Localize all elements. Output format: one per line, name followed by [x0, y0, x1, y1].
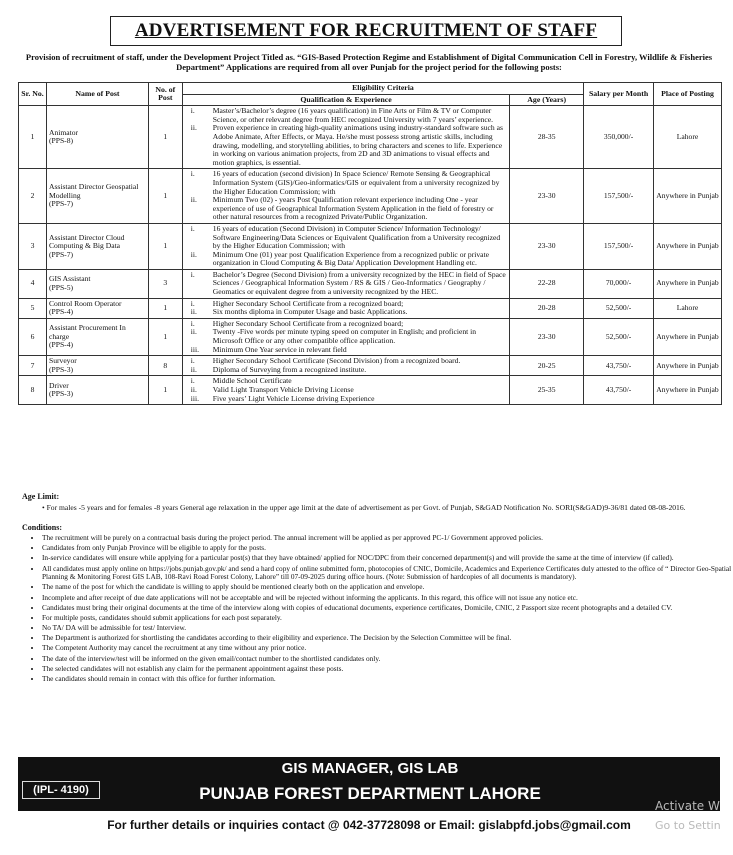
page-title: ADVERTISEMENT FOR RECRUITMENT OF STAFF — [110, 16, 622, 46]
table-row — [19, 269, 722, 298]
row-salary: 157,500/- — [584, 223, 654, 269]
row-age: 25-35 — [510, 376, 584, 405]
criteria-text: Minimum Two (02) - years Post Qualification relevant experience including One - year experience of use of Geographical Information System Application in the field of forestry or other natural resources from a recognized Private/Public Organization. — [212, 195, 494, 222]
row-place: Anywhere in Punjab — [654, 269, 722, 298]
row-place: Lahore — [654, 106, 722, 169]
criteria-item — [185, 225, 507, 251]
criteria-text: Bachelor’s Degree (Second Division) from a university recognized by the HEC in field of Space Sciences / Geographical Information System / RS & GIS / Geo-Informatics / Geography / Geomatics or equivalent degree from a university recognized by the HEC. — [212, 269, 506, 297]
criteria-item — [185, 366, 507, 375]
criteria-item — [185, 124, 507, 167]
criteria-text: Six months diploma in Computer Usage and basic Applications. — [212, 307, 408, 317]
condition-item: • The name of the post for which the candidate is willing to apply should be mentioned clearly both on the application and envelope. — [42, 583, 732, 592]
criteria-text: Proven experience in creating high-quality animations using industry-standard software such as Adobe Animate, After Effects, or Maya. He/she must possess strong artistic skills, including drawing, modelling, and storytelling abilities, to bring characters and scenes to life. Experience in working on various animation projects, from 2D and 3D animations to visual effects and motion graphics, is essential. — [212, 123, 503, 167]
row-no-of-post: 8 — [148, 356, 182, 376]
row-sr-no: 4 — [19, 269, 47, 298]
post-grade: (PPS-5) — [48, 282, 74, 292]
post-title: Assistant Director Geospatial Modelling — [48, 182, 139, 200]
row-salary: 52,500/- — [584, 318, 654, 355]
windows-settings-watermark[interactable]: Go to Settin — [655, 819, 721, 832]
row-post-name — [46, 318, 148, 355]
conditions-list — [28, 534, 732, 685]
row-age: 20-28 — [510, 298, 584, 318]
row-place: Lahore — [654, 298, 722, 318]
post-grade: (PPS-4) — [48, 307, 74, 317]
table-row — [19, 318, 722, 355]
row-no-of-post: 3 — [148, 269, 182, 298]
criteria-numeral: i. — [190, 269, 195, 279]
row-salary: 157,500/- — [584, 169, 654, 224]
row-no-of-post: 1 — [148, 318, 182, 355]
age-limit-heading: Age Limit: — [22, 492, 60, 501]
age-limit-body: For males -5 years and for females -8 years General age relaxation in the upper age limit at the date of advertisement as per Govt. of Punjab, S&GAD Notification No. SORI(S&GAD)9-36/81 dated 08-08-2016. — [46, 503, 686, 512]
table-row — [19, 376, 722, 405]
row-qualification — [182, 169, 509, 224]
row-post-name — [46, 169, 148, 224]
condition-item: • Incomplete and after receipt of due date applications will not be acceptable and will be rejected without informing the applicants. In this regard, this office will not issue any notice etc. — [42, 594, 732, 603]
post-grade: (PPS-7) — [48, 199, 74, 209]
table-header-row — [19, 83, 722, 95]
post-grade: (PPS-3) — [48, 389, 74, 399]
row-no-of-post: 1 — [148, 376, 182, 405]
row-sr-no: 3 — [19, 223, 47, 269]
condition-item: • The recruitment will be purely on a contractual basis during the project period. The annual increment will be applied as per approved PC-1/ Government approved policies. — [42, 534, 732, 543]
criteria-text: Twenty -Five words per minute typing speed on computer in English; and proficient in Microsoft Office or any other compatible office application. — [212, 327, 477, 346]
row-age: 23-30 — [510, 169, 584, 224]
col-name-of-post: Name of Post — [46, 83, 148, 106]
criteria-text: Five years’ Light Vehicle License driving Experience — [212, 393, 375, 403]
row-sr-no: 1 — [19, 106, 47, 169]
condition-item: • No TA/ DA will be admissible for test/ Interview. — [42, 624, 732, 633]
criteria-numeral: ii. — [190, 195, 197, 205]
col-age: Age (Years) — [510, 94, 584, 106]
col-place: Place of Posting — [654, 83, 722, 106]
row-qualification — [182, 376, 509, 405]
criteria-text: Middle School Certificate — [212, 376, 292, 386]
row-place: Anywhere in Punjab — [654, 223, 722, 269]
post-title: Assistant Director Cloud Computing & Big Data — [48, 232, 125, 251]
col-sr-no: Sr. No. — [19, 83, 47, 106]
contact-line: For further details or inquiries contact @ 042-37728098 or Email: gislabpfd.jobs@gmail.com — [107, 818, 631, 832]
criteria-item — [185, 346, 507, 355]
criteria-text: Valid Light Transport Vehicle Driving License — [212, 385, 354, 394]
condition-item: • The Competent Authority may cancel the recruitment at any time without any prior notice. — [42, 644, 732, 653]
row-sr-no: 7 — [19, 356, 47, 376]
condition-item: • Candidates must bring their original documents at the time of the interview along with copies of educational documents, experience certificates, Domicile, CNIC, 2 Passport size recent photographs and a detailed CV. — [42, 604, 732, 613]
footer-department: PUNJAB FOREST DEPARTMENT LAHORE — [199, 784, 541, 803]
row-no-of-post: 1 — [148, 106, 182, 169]
row-age: 23-30 — [510, 318, 584, 355]
row-post-name — [46, 376, 148, 405]
row-qualification — [182, 298, 509, 318]
row-sr-no: 6 — [19, 318, 47, 355]
criteria-numeral: ii. — [190, 364, 197, 374]
row-sr-no: 8 — [19, 376, 47, 405]
row-no-of-post: 1 — [148, 169, 182, 224]
criteria-text: 16 years of education (Second Division) in Computer Science/ Information Technology/ Software Engineering/Data Sciences or Equivalent Qualification from a University recognized by the Higher Education Commission; with — [212, 223, 501, 251]
post-title: GIS Assistant — [48, 274, 91, 284]
criteria-numeral: ii. — [190, 249, 197, 259]
row-age: 28-35 — [510, 106, 584, 169]
posts-table — [18, 82, 722, 405]
row-post-name — [46, 106, 148, 169]
row-salary: 350,000/- — [584, 106, 654, 169]
post-grade: (PPS-8) — [48, 136, 74, 146]
table-row — [19, 356, 722, 376]
row-no-of-post: 1 — [148, 223, 182, 269]
post-title: Surveyor — [48, 356, 77, 366]
criteria-numeral: ii. — [190, 123, 197, 133]
row-salary: 43,750/- — [584, 356, 654, 376]
post-title: Driver — [48, 380, 69, 390]
condition-item: • The candidates should remain in contact with this office for further information. — [42, 675, 732, 684]
criteria-item — [185, 328, 507, 345]
criteria-item — [185, 395, 507, 404]
row-place: Anywhere in Punjab — [654, 169, 722, 224]
criteria-numeral: i. — [190, 376, 195, 386]
post-title: Assistant Procurement In charge — [48, 323, 126, 341]
row-salary: 70,000/- — [584, 269, 654, 298]
post-grade: (PPS-4) — [48, 340, 74, 350]
row-sr-no: 5 — [19, 298, 47, 318]
age-limit-text: • For males -5 years and for females -8 years General age relaxation in the upper age limit at the date of advertisement as per Govt. of Punjab, S&GAD Notification No. SORI(S&GAD)9-36/81 dated 08-08-2016. — [42, 503, 686, 512]
post-title: Control Room Operator — [48, 298, 122, 308]
row-age: 22-28 — [510, 269, 584, 298]
row-no-of-post: 1 — [148, 298, 182, 318]
table-row — [19, 169, 722, 224]
table-row — [19, 223, 722, 269]
criteria-text: Higher Secondary School Certificate from a recognized board; — [212, 318, 404, 328]
condition-item: • In-service candidates will ensure while applying for a particular post(s) that they have obtained/ applied for NOC/DPC from their concerned department(s) and will provide the same at the time of interview (if called). — [42, 554, 732, 563]
condition-item: • Candidates from only Punjab Province will be eligible to apply for the posts. — [42, 544, 732, 553]
row-place: Anywhere in Punjab — [654, 356, 722, 376]
intro-paragraph: Provision of recruitment of staff, under the Development Project Titled as. “GIS-Based Protection Regime and Establishment of Digital Communication Cell in Forestry, Wildlife & Fisheries Department” Applications are required from all over Punjab for the project period for the following posts: — [25, 52, 713, 72]
col-qualification: Qualification & Experience — [182, 94, 509, 106]
condition-item: • The Department is authorized for shortlisting the candidates according to their eligibility and experience. The Decision by the Selection Committee will be final. — [42, 634, 732, 643]
criteria-numeral: i. — [190, 223, 195, 233]
row-post-name — [46, 269, 148, 298]
criteria-numeral: iii. — [190, 393, 200, 403]
criteria-numeral: ii. — [190, 385, 197, 394]
posts-table-body — [19, 106, 722, 405]
row-post-name — [46, 298, 148, 318]
windows-activation-watermark[interactable]: Activate W — [655, 799, 720, 813]
criteria-numeral: ii. — [190, 327, 197, 337]
table-row — [19, 106, 722, 169]
conditions-heading: Conditions: — [22, 523, 63, 532]
table-row — [19, 298, 722, 318]
criteria-numeral: i. — [190, 298, 195, 308]
condition-item: • The selected candidates will not establish any claim for the permanent appointment against these posts. — [42, 665, 732, 674]
footer-manager: GIS MANAGER, GIS LAB — [281, 760, 459, 777]
criteria-numeral: i. — [190, 106, 195, 116]
criteria-text: Minimum One (01) year post Qualification Experience from a recognized public or private organization in Cloud Computing & Big Data/ Application Development Handling etc. — [212, 249, 490, 268]
row-qualification — [182, 269, 509, 298]
row-place: Anywhere in Punjab — [654, 318, 722, 355]
criteria-text: Minimum One Year service in relevant field — [212, 344, 347, 354]
row-post-name — [46, 223, 148, 269]
criteria-item — [185, 196, 507, 222]
criteria-item — [185, 308, 507, 317]
condition-item: • All candidates must apply online on https://jobs.punjab.gov.pk/ and send a hard copy of online submitted form, photocopies of CNIC, Domicile, Academics and Experience Certificates duly attested to the office of “ Director Geo-Spatial Planning & Monitoring Forest GIS LAB, 108-Ravi Road Forest Colony, Lahore” till 07-09-2025 during office hours. (Note: Submission of hardcopies of all documents is mandatory). — [42, 565, 732, 582]
ipl-code-badge: (IPL- 4190) — [22, 781, 100, 799]
criteria-text: Diploma of Surveying from a recognized institute. — [212, 364, 367, 374]
post-title: Animator — [48, 127, 79, 137]
criteria-numeral: i. — [190, 169, 195, 179]
criteria-numeral: i. — [190, 356, 195, 366]
condition-item: • For multiple posts, candidates should submit applications for each post separately. — [42, 614, 732, 623]
row-qualification — [182, 356, 509, 376]
col-no-of-post: No. of Post — [148, 83, 182, 106]
criteria-text: 16 years of education (second division) In Space Science/ Remote Sensing & Geographical Information System (GIS)/Geo-informatics/GIS or equivalent from a university recognized by the Higher Education Commission; with — [212, 169, 500, 196]
row-qualification — [182, 223, 509, 269]
row-salary: 52,500/- — [584, 298, 654, 318]
criteria-item — [185, 271, 507, 297]
row-sr-no: 2 — [19, 169, 47, 224]
row-qualification — [182, 106, 509, 169]
condition-item: • The date of the interview/test will be informed on the given email/contact number to the shortlisted candidates only. — [42, 655, 732, 664]
row-salary: 43,750/- — [584, 376, 654, 405]
criteria-numeral: ii. — [190, 307, 197, 317]
col-eligibility-criteria: Eligibility Criteria — [182, 83, 583, 95]
criteria-text: Master’s/Bachelor’s degree (16 years qualification) in Fine Arts or Film & TV or Computer Science, or other relevant degree from HEC recognized University with 7 years’ experience. — [212, 106, 494, 124]
row-age: 23-30 — [510, 223, 584, 269]
criteria-numeral: iii. — [190, 344, 200, 354]
post-grade: (PPS-3) — [48, 364, 74, 374]
criteria-text: Higher Secondary School Certificate from a recognized board; — [212, 298, 404, 308]
col-salary: Salary per Month — [584, 83, 654, 106]
row-place: Anywhere in Punjab — [654, 376, 722, 405]
criteria-item — [185, 251, 507, 268]
criteria-numeral: i. — [190, 318, 195, 328]
row-qualification — [182, 318, 509, 355]
criteria-item — [185, 107, 507, 124]
post-grade: (PPS-7) — [48, 249, 74, 259]
criteria-item — [185, 170, 507, 196]
criteria-text: Higher Secondary School Certificate (Second Division) from a recognized board. — [212, 356, 461, 366]
row-age: 20-25 — [510, 356, 584, 376]
row-post-name — [46, 356, 148, 376]
